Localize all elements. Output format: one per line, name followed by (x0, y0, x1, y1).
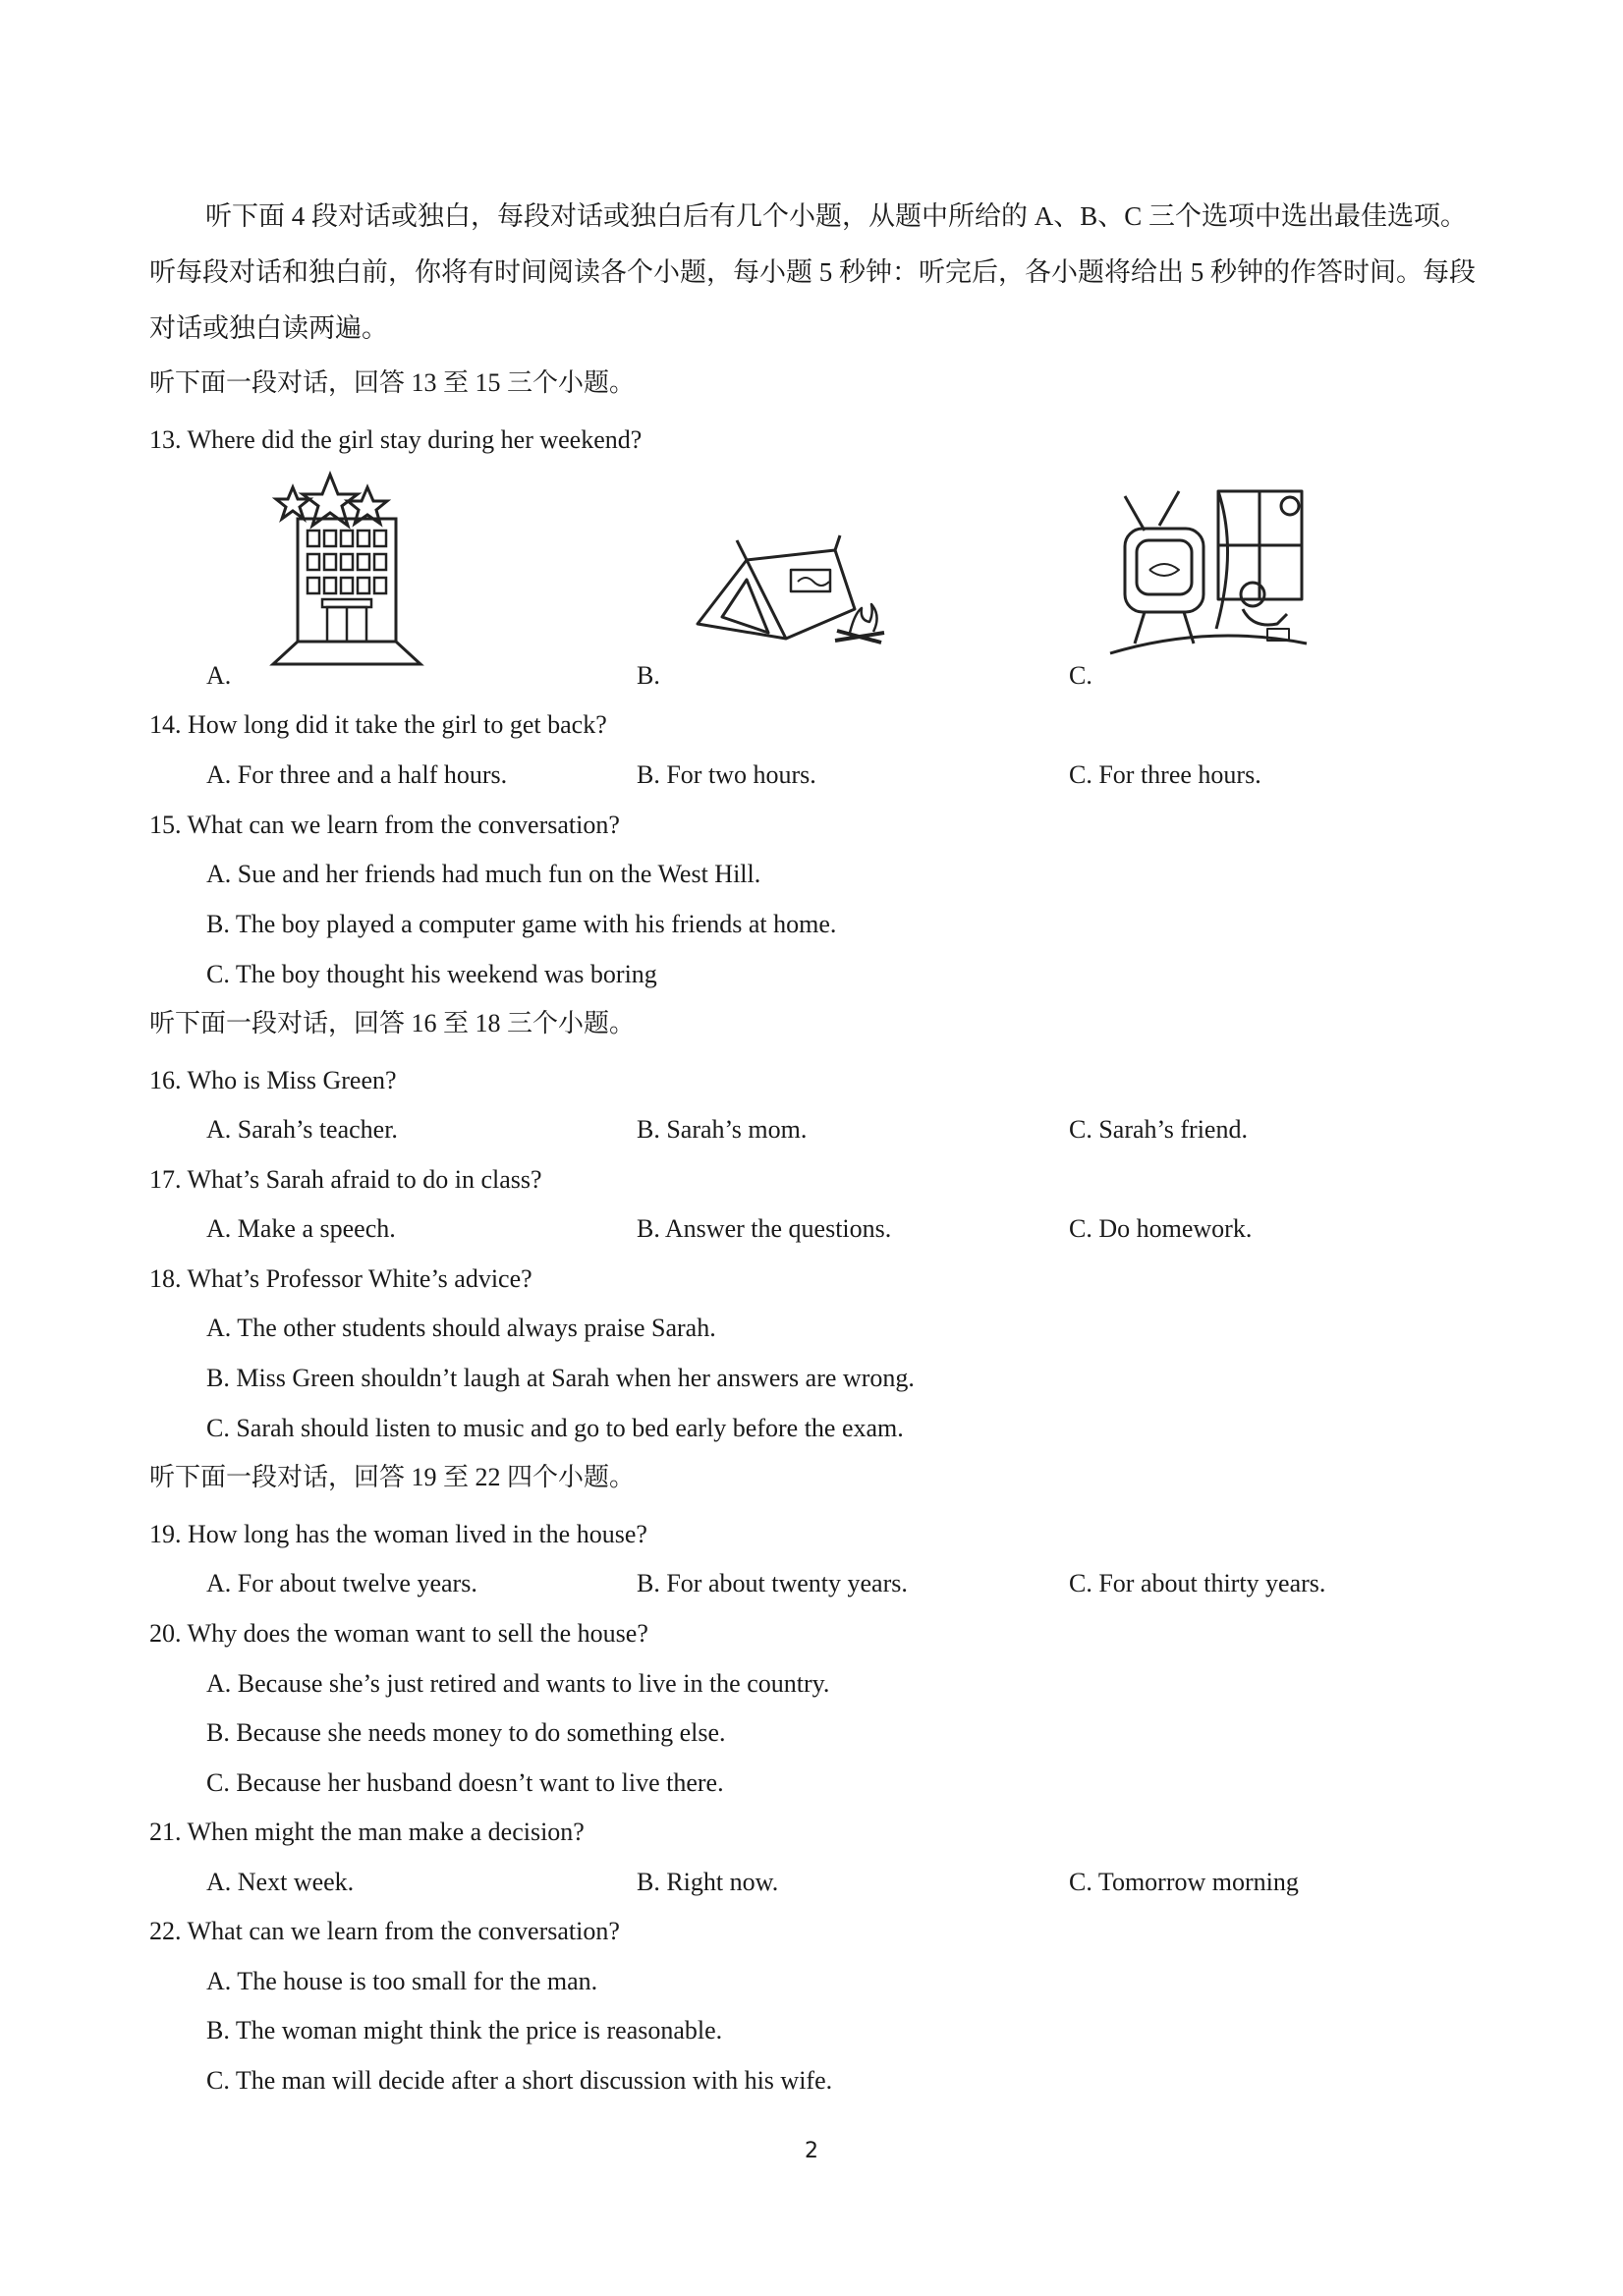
hotel-building-icon (263, 470, 430, 671)
q14-option-a[interactable]: A. For three and a half hours. (206, 760, 508, 789)
q15-option-b[interactable]: B. The boy played a computer game with his friends at home. (206, 910, 837, 938)
q18-option-c[interactable]: C. Sarah should listen to music and go to bed early before the exam. (206, 1414, 904, 1442)
q19-option-c[interactable]: C. For about thirty years. (1069, 1569, 1326, 1597)
question-17-stem: 17. What’s Sarah afraid to do in class? (149, 1165, 542, 1194)
q19-option-b[interactable]: B. For about twenty years. (637, 1569, 908, 1597)
question-18-stem: 18. What’s Professor White’s advice? (149, 1264, 532, 1293)
q21-option-b[interactable]: B. Right now. (637, 1868, 779, 1896)
q15-option-a[interactable]: A. Sue and her friends had much fun on the West Hill. (206, 860, 761, 888)
q16-option-c[interactable]: C. Sarah’s friend. (1069, 1115, 1248, 1144)
q13-option-b[interactable]: B. (637, 661, 660, 690)
q13-option-c[interactable]: C. (1069, 661, 1092, 690)
q17-option-b[interactable]: B. Answer the questions. (637, 1214, 892, 1243)
instructions-text: 听下面 4 段对话或独白，每段对话或独白后有几个小题，从题中所给的 A、B、C 三个选项中选出最佳选项。听每段对话和独白前，你将有时间阅读各个小题，每小题 5 秒钟：听完后，各小题将给出 5 秒钟的作答时间。每段对话或独白读两遍。 (149, 201, 1476, 343)
q14-option-c[interactable]: C. For three hours. (1069, 760, 1261, 789)
section-heading-2: 听下面一段对话，回答 16 至 18 三个小题。 (149, 1009, 636, 1037)
home-tv-icon (1105, 481, 1312, 668)
question-13-stem: 13. Where did the girl stay during her weekend? (149, 425, 643, 454)
question-15-stem: 15. What can we learn from the conversation? (149, 811, 620, 839)
q19-option-a[interactable]: A. For about twelve years. (206, 1569, 477, 1597)
instructions-paragraph (149, 189, 1485, 357)
q13-option-a[interactable]: A. (206, 661, 232, 690)
q20-option-b[interactable]: B. Because she needs money to do something else. (206, 1718, 726, 1747)
q22-option-a[interactable]: A. The house is too small for the man. (206, 1967, 598, 1995)
q21-option-c[interactable]: C. Tomorrow morning (1069, 1868, 1299, 1896)
q16-option-b[interactable]: B. Sarah’s mom. (637, 1115, 808, 1144)
section-heading-1: 听下面一段对话，回答 13 至 15 三个小题。 (149, 368, 636, 397)
question-21-stem: 21. When might the man make a decision? (149, 1818, 585, 1846)
section-heading-3: 听下面一段对话，回答 19 至 22 四个小题。 (149, 1463, 636, 1491)
q18-option-a[interactable]: A. The other students should always praise Sarah. (206, 1314, 716, 1342)
question-14-stem: 14. How long did it take the girl to get back? (149, 710, 607, 739)
q17-option-c[interactable]: C. Do homework. (1069, 1214, 1253, 1243)
q22-option-c[interactable]: C. The man will decide after a short discussion with his wife. (206, 2066, 833, 2095)
question-16-stem: 16. Who is Miss Green? (149, 1066, 397, 1094)
q20-option-c[interactable]: C. Because her husband doesn’t want to live there. (206, 1768, 724, 1797)
q17-option-a[interactable]: A. Make a speech. (206, 1214, 396, 1243)
question-19-stem: 19. How long has the woman lived in the house? (149, 1520, 647, 1548)
page-number: 2 (805, 2139, 818, 2163)
q21-option-a[interactable]: A. Next week. (206, 1868, 355, 1896)
q18-option-b[interactable]: B. Miss Green shouldn’t laugh at Sarah when her answers are wrong. (206, 1364, 915, 1392)
q14-option-b[interactable]: B. For two hours. (637, 760, 816, 789)
tent-campfire-icon (688, 531, 894, 653)
q22-option-b[interactable]: B. The woman might think the price is reasonable. (206, 2016, 723, 2044)
question-22-stem: 22. What can we learn from the conversation? (149, 1917, 620, 1945)
q15-option-c[interactable]: C. The boy thought his weekend was boring (206, 960, 657, 988)
question-20-stem: 20. Why does the woman want to sell the house? (149, 1619, 648, 1648)
q20-option-a[interactable]: A. Because she’s just retired and wants to live in the country. (206, 1669, 830, 1698)
q16-option-a[interactable]: A. Sarah’s teacher. (206, 1115, 398, 1144)
